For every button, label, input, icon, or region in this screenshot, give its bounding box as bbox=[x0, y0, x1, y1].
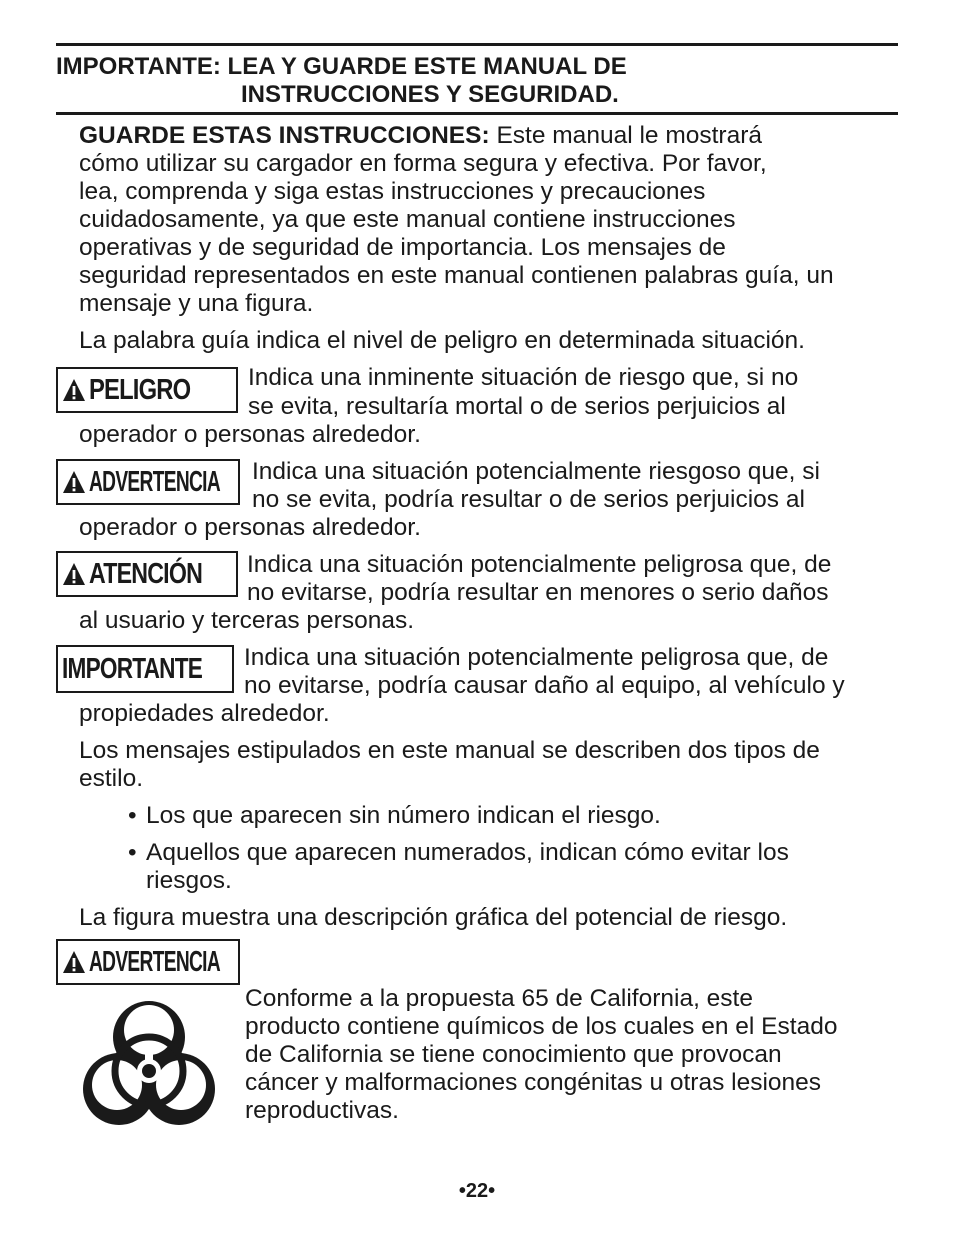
intro-line: seguridad representados en este manual contienen palabras guía, un bbox=[79, 262, 834, 289]
styles-line-1: Los mensajes estipulados en este manual se describen dos tipos de bbox=[79, 737, 820, 764]
prop65-advertencia-label: ADVERTENCIA bbox=[89, 945, 220, 978]
peligro-text-line-2: se evita, resultaría mortal o de serios perjuicios al bbox=[248, 393, 786, 420]
atencion-label: ATENCIÓN bbox=[89, 557, 203, 590]
bullet-text-continued: riesgos. bbox=[146, 867, 232, 894]
warning-triangle-icon bbox=[62, 470, 86, 494]
prop65-line: Conforme a la propuesta 65 de California, este bbox=[245, 985, 753, 1012]
importante-text-line-2: no evitarse, podría causar daño al equipo, al vehículo y bbox=[244, 672, 845, 699]
intro-line: operativas y de seguridad de importancia. Los mensajes de bbox=[79, 234, 726, 261]
peligro-badge bbox=[56, 367, 238, 413]
intro-lead: GUARDE ESTAS INSTRUCCIONES: bbox=[79, 122, 490, 149]
warning-triangle-icon bbox=[62, 378, 86, 402]
biohazard-icon bbox=[73, 993, 225, 1139]
intro-line: cómo utilizar su cargador en forma segura y efectiva. Por favor, bbox=[79, 150, 767, 177]
intro-line-1-rest: Este manual le mostrará bbox=[489, 122, 762, 149]
bullet-marker: • bbox=[128, 802, 137, 829]
prop65-advertencia-badge bbox=[56, 939, 240, 985]
prop65-line: cáncer y malformaciones congénitas u otras lesiones bbox=[245, 1069, 822, 1096]
advertencia-text-line-1: Indica una situación potencialmente riesgoso que, si bbox=[252, 458, 820, 485]
intro-line: mensaje y una figura. bbox=[79, 290, 314, 317]
atencion-badge bbox=[56, 551, 238, 597]
header-line-2: INSTRUCCIONES Y SEGURIDAD. bbox=[241, 81, 619, 108]
intro-line: lea, comprenda y siga estas instrucciones y precauciones bbox=[79, 178, 706, 205]
prop65-line: de California se tiene conocimiento que provocan bbox=[245, 1041, 782, 1068]
header-line-1: IMPORTANTE: LEA Y GUARDE ESTE MANUAL DE bbox=[56, 53, 627, 80]
styles-line-2: estilo. bbox=[79, 765, 144, 792]
importante-label: IMPORTANTE bbox=[62, 652, 203, 685]
advertencia-badge bbox=[56, 459, 240, 505]
prop65-text bbox=[245, 985, 837, 1125]
intro-line: cuidadosamente, ya que este manual contiene instrucciones bbox=[79, 206, 736, 233]
atencion-text-line-2: no evitarse, podría resultar en menores o serio daños bbox=[247, 579, 829, 606]
warning-triangle-icon bbox=[62, 950, 86, 974]
intro-paragraph bbox=[79, 122, 899, 318]
list-item bbox=[128, 802, 661, 830]
header-top-rule bbox=[56, 43, 898, 46]
importante-text-line-1: Indica una situación potencialmente peligrosa que, de bbox=[244, 644, 829, 671]
atencion-text-line-3: al usuario y terceras personas. bbox=[79, 607, 414, 634]
peligro-label: PELIGRO bbox=[89, 373, 191, 406]
warning-triangle-icon bbox=[62, 562, 86, 586]
bullet-text: Aquellos que aparecen numerados, indican cómo evitar los bbox=[146, 839, 789, 866]
advertencia-text-line-2: no se evita, podría resultar o de serios perjuicios al bbox=[252, 486, 805, 513]
page-number: •22• bbox=[458, 1180, 496, 1202]
figure-paragraph: La figura muestra una descripción gráfica del potencial de riesgo. bbox=[79, 904, 788, 931]
prop65-line: reproductivas. bbox=[245, 1097, 399, 1124]
prop65-line: producto contiene químicos de los cuales en el Estado bbox=[245, 1013, 838, 1040]
atencion-text-line-1: Indica una situación potencialmente peligrosa que, de bbox=[247, 551, 832, 578]
bullet-marker: • bbox=[128, 839, 137, 866]
peligro-text-line-3: operador o personas alrededor. bbox=[79, 421, 421, 448]
list-item bbox=[128, 839, 789, 867]
advertencia-text-line-3: operador o personas alrededor. bbox=[79, 514, 421, 541]
header-bottom-rule bbox=[56, 112, 898, 115]
advertencia-label: ADVERTENCIA bbox=[89, 465, 220, 498]
peligro-text-line-1: Indica una inminente situación de riesgo que, si no bbox=[248, 364, 799, 391]
bullet-text: Los que aparecen sin número indican el riesgo. bbox=[146, 802, 661, 829]
importante-badge bbox=[56, 645, 234, 693]
signal-intro: La palabra guía indica el nivel de peligro en determinada situación. bbox=[79, 327, 805, 354]
importante-text-line-3: propiedades alrededor. bbox=[79, 700, 330, 727]
